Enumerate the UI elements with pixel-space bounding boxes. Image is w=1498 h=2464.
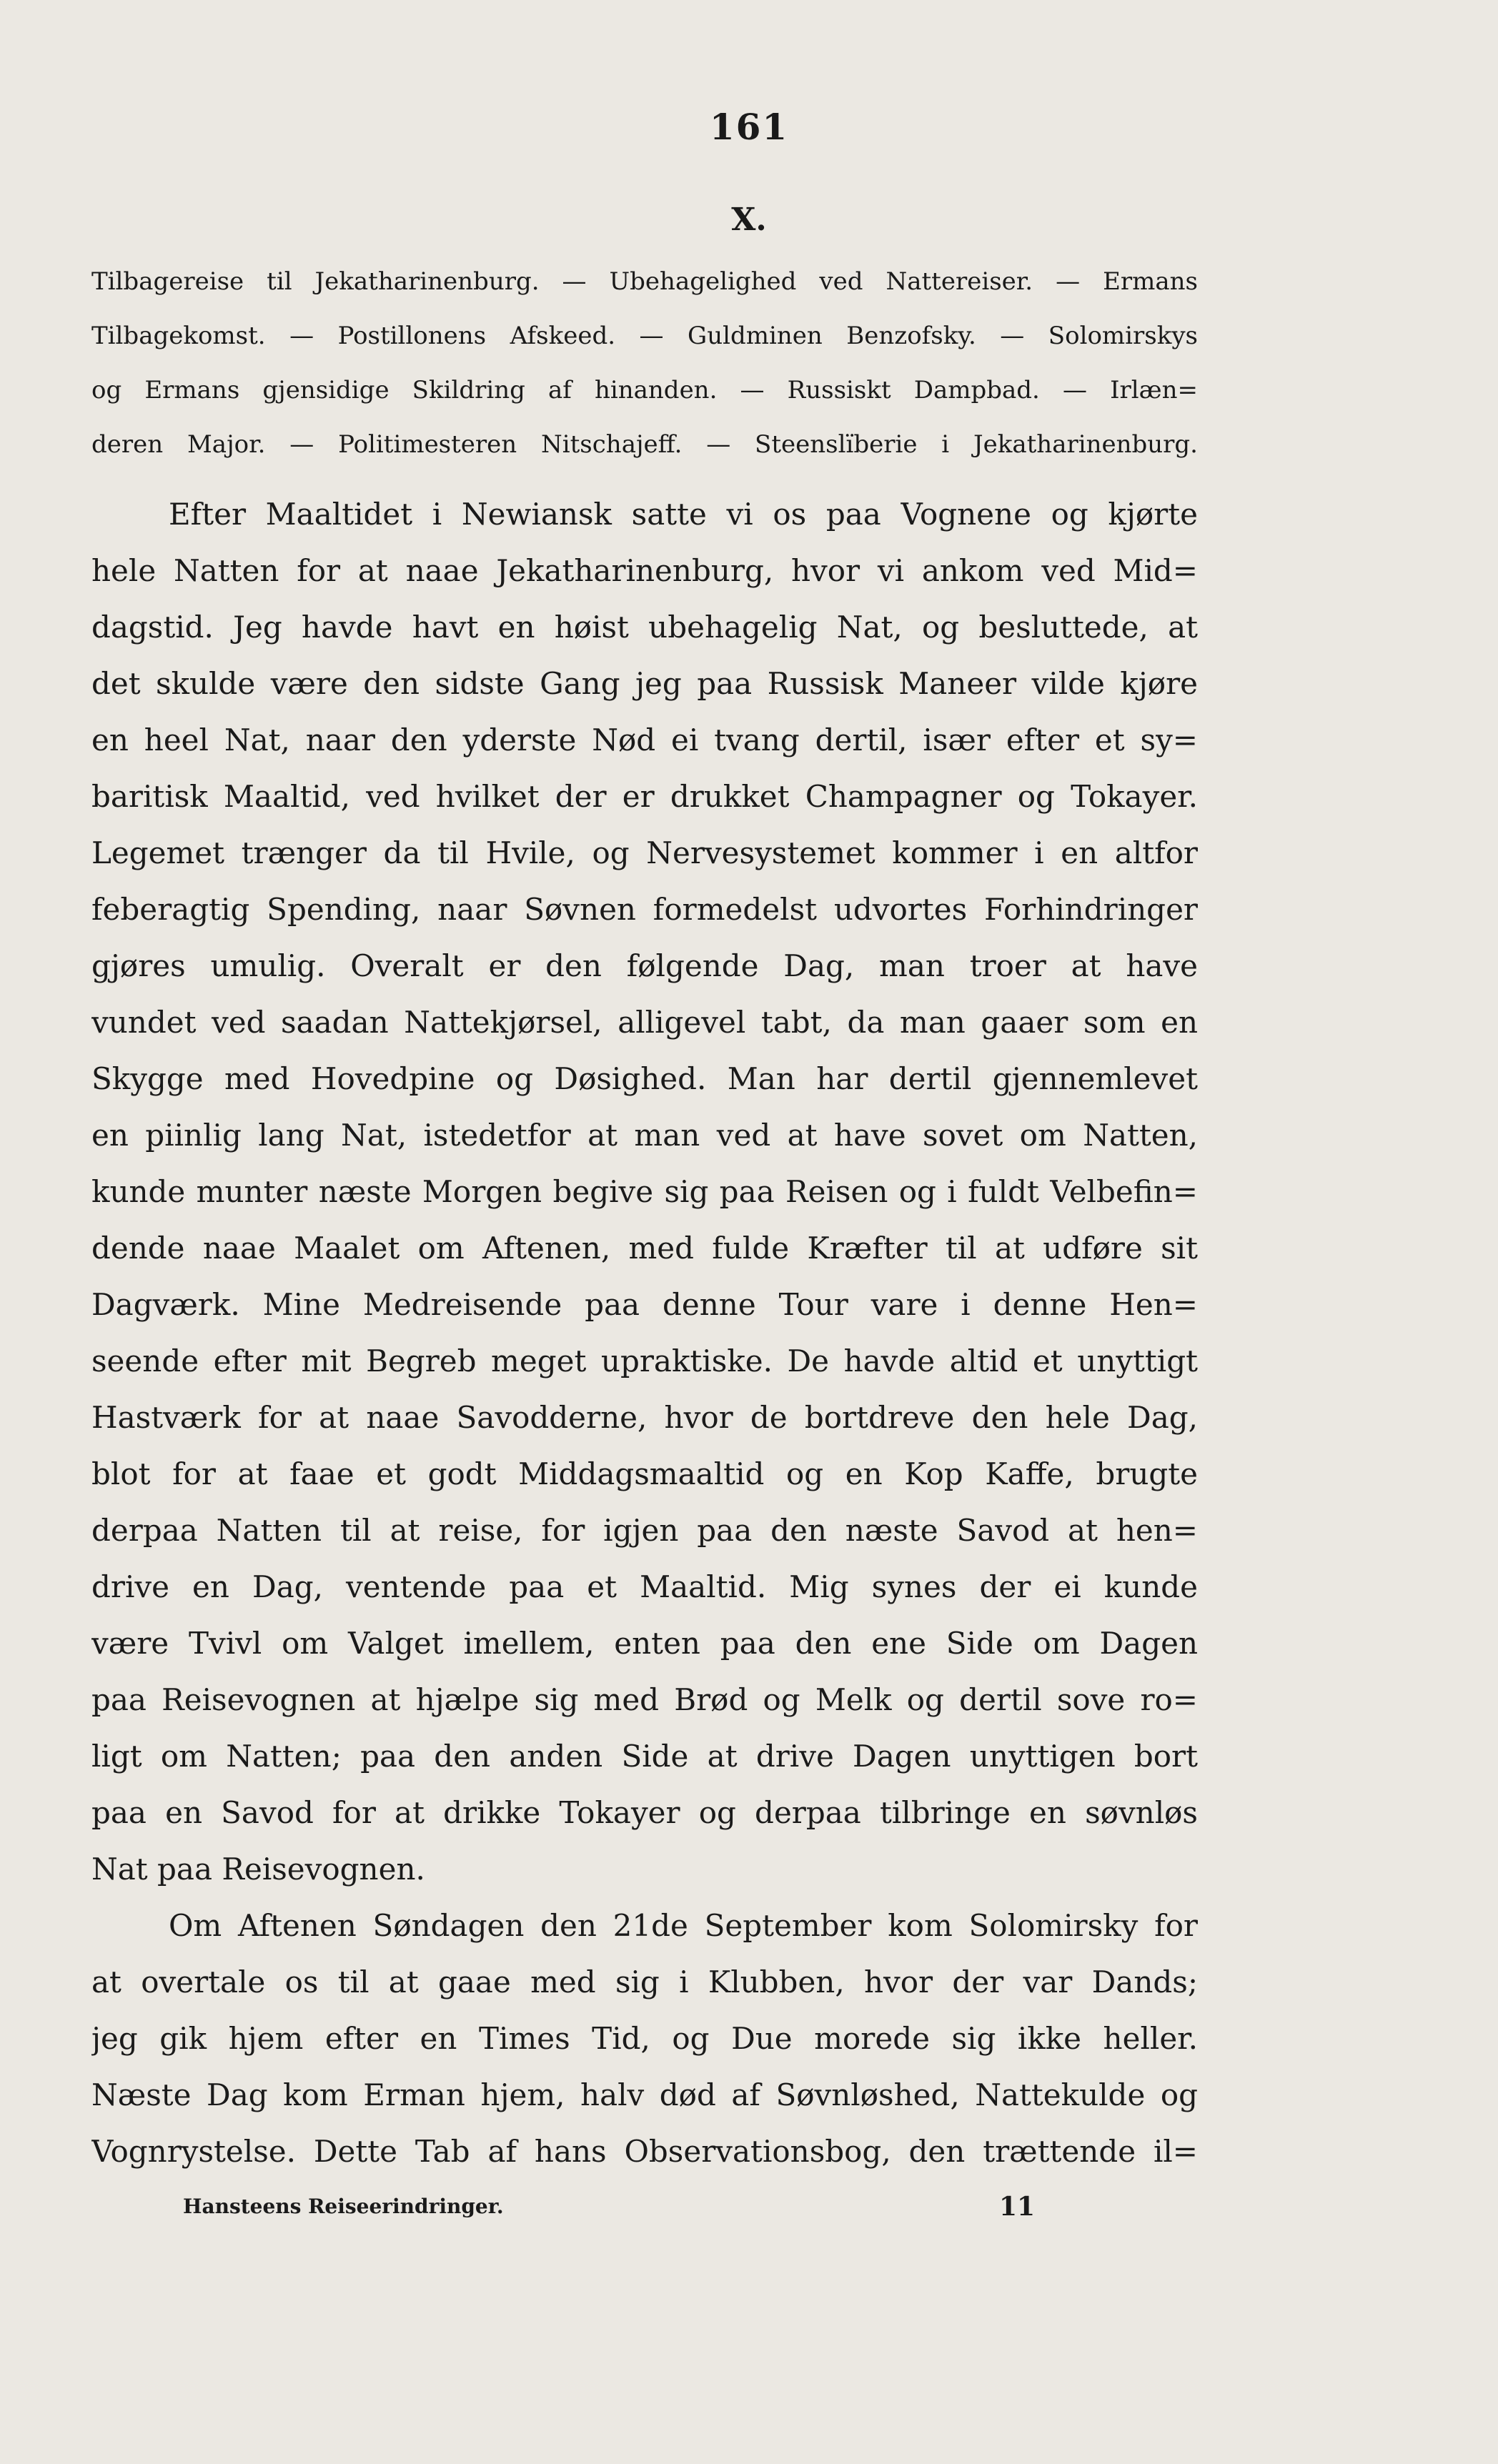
summary-line: Tilbagekomst. — Postillonens Afskeed. — Guldminen Benzofsky. — Solomirskys <box>91 322 1198 350</box>
text-line: paa Reisevognen at hjælpe sig med Brød og Melk og dertil sove ro= <box>91 1682 1198 1717</box>
text-line: Legemet trænger da til Hvile, og Nervesystemet kommer i en altfor <box>91 835 1198 870</box>
text-line: baritisk Maaltid, ved hvilket der er drukket Champagner og Tokayer. <box>91 779 1198 814</box>
text-line: feberagtig Spending, naar Søvnen formedelst udvortes Forhindringer <box>91 892 1198 927</box>
chapter-numeral: X. <box>731 202 767 238</box>
footer-signature: Hansteens Reiseerindringer. <box>183 2195 504 2218</box>
text-line: det skulde være den sidste Gang jeg paa Russisk Maneer vilde kjøre <box>91 666 1198 701</box>
paragraph <box>91 486 1198 1897</box>
summary-line: deren Major. — Politimesteren Nitschajeff. — Steenslïberie i Jekatharinenburg. <box>91 430 1198 459</box>
body-text <box>91 486 1198 2180</box>
text-line: en piinlig lang Nat, istedetfor at man ved at have sovet om Natten, <box>91 1118 1198 1153</box>
text-line: drive en Dag, ventende paa et Maaltid. Mig synes der ei kunde <box>91 1569 1198 1604</box>
text-line: Om Aftenen Søndagen den 21de September kom Solomirsky for <box>169 1908 1198 1943</box>
text-line: Næste Dag kom Erman hjem, halv død af Søvnløshed, Nattekulde og <box>91 2077 1198 2112</box>
text-line: vundet ved saadan Nattekjørsel, alligevel tabt, da man gaaer som en <box>91 1005 1198 1040</box>
text-line: derpaa Natten til at reise, for igjen paa den næste Savod at hen= <box>91 1513 1198 1548</box>
page-footer <box>91 2185 1198 2228</box>
paragraph <box>91 1897 1198 2180</box>
text-line: kunde munter næste Morgen begive sig paa Reisen og i fuldt Velbefin= <box>91 1174 1198 1209</box>
text-line: Nat paa Reisevognen. <box>91 1852 425 1887</box>
text-line: være Tvivl om Valget imellem, enten paa den ene Side om Dagen <box>91 1626 1198 1661</box>
text-line: en heel Nat, naar den yderste Nød ei tvang dertil, især efter et sy= <box>91 722 1198 757</box>
text-line: Efter Maaltidet i Newiansk satte vi os paa Vognene og kjørte <box>169 497 1198 532</box>
footer-signature-mark: 11 <box>999 2192 1036 2222</box>
text-line: gjøres umulig. Overalt er den følgende Dag, man troer at have <box>91 948 1198 983</box>
text-line: dagstid. Jeg havde havt en høist ubehagelig Nat, og besluttede, at <box>91 610 1198 645</box>
text-line: Vognrystelse. Dette Tab af hans Observationsbog, den trættende il= <box>91 2134 1198 2169</box>
text-line: Skygge med Hovedpine og Døsighed. Man har dertil gjennemlevet <box>91 1061 1198 1096</box>
text-line: jeg gik hjem efter en Times Tid, og Due morede sig ikke heller. <box>91 2021 1198 2056</box>
text-line: seende efter mit Begreb meget upraktiske. De havde altid et unyttigt <box>91 1343 1198 1378</box>
summary-line: og Ermans gjensidige Skildring af hinanden. — Russiskt Dampbad. — Irlæn= <box>91 376 1198 404</box>
text-line: Dagværk. Mine Medreisende paa denne Tour vare i denne Hen= <box>91 1287 1198 1322</box>
text-line: hele Natten for at naae Jekatharinenburg, hvor vi ankom ved Mid= <box>91 553 1198 588</box>
page-number: 161 <box>709 106 789 148</box>
text-line: dende naae Maalet om Aftenen, med fulde Kræfter til at udføre sit <box>91 1231 1198 1266</box>
text-line: paa en Savod for at drikke Tokayer og derpaa tilbringe en søvnløs <box>91 1795 1198 1830</box>
chapter-summary <box>91 254 1198 472</box>
text-line: blot for at faae et godt Middagsmaaltid og en Kop Kaffe, brugte <box>91 1456 1198 1491</box>
text-line: at overtale os til at gaae med sig i Klubben, hvor der var Dands; <box>91 1964 1198 1999</box>
text-line: ligt om Natten; paa den anden Side at drive Dagen unyttigen bort <box>91 1739 1198 1774</box>
summary-line: Tilbagereise til Jekatharinenburg. — Ubehagelighed ved Nattereiser. — Ermans <box>91 267 1198 296</box>
text-line: Hastværk for at naae Savodderne, hvor de bortdreve den hele Dag, <box>91 1400 1198 1435</box>
